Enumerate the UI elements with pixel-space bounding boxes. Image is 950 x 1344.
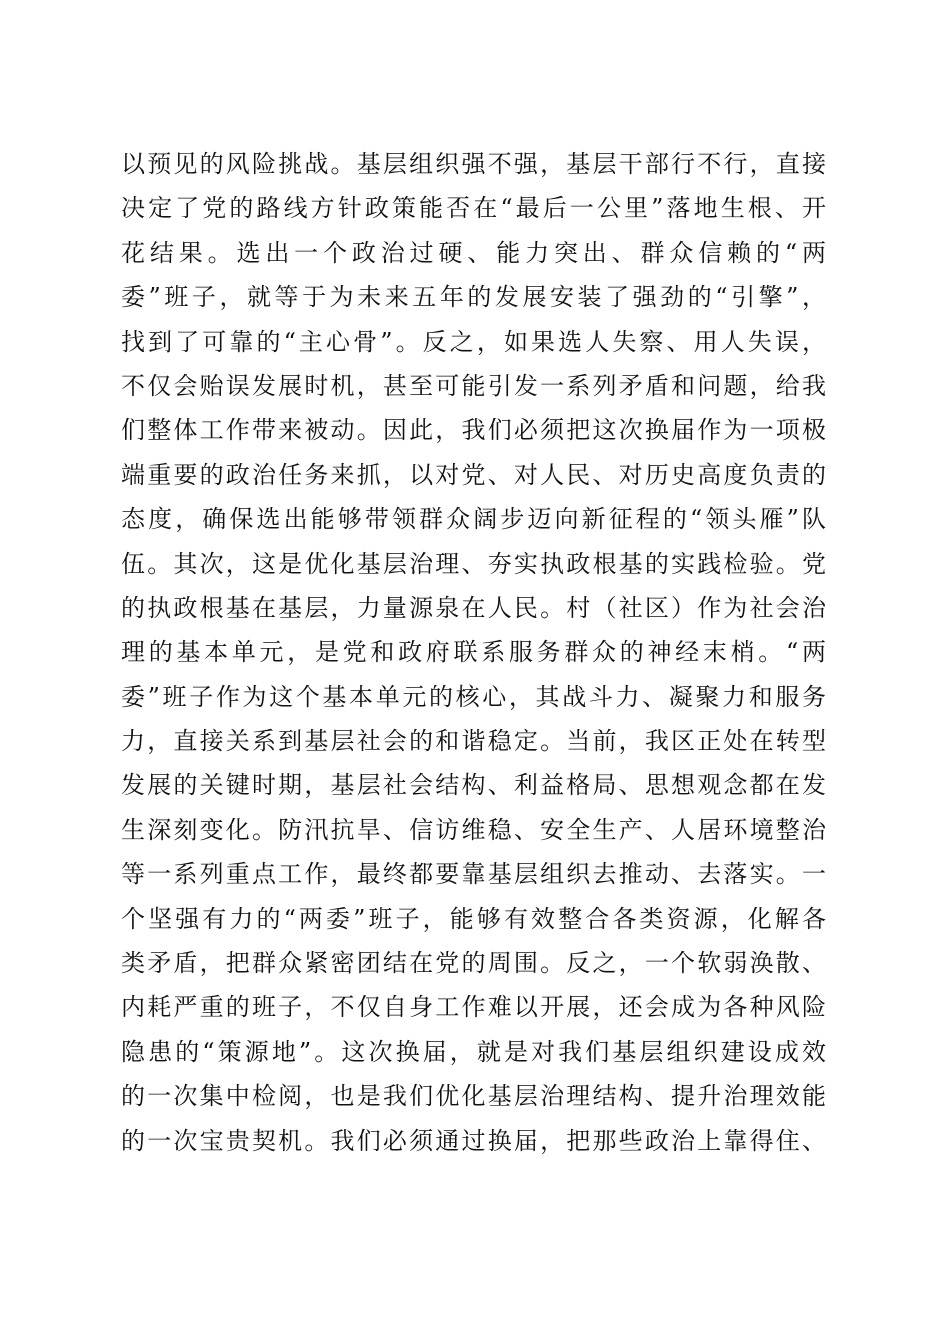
text-line: 们整体工作带来被动。因此，我们必须把这次换届作为一项极	[121, 416, 826, 445]
text-line: 态度，确保选出能够带领群众阔步迈向新征程的“领头雁”队	[121, 505, 826, 534]
text-line: 的一次宝贵契机。我们必须通过换届，把那些政治上靠得住、	[121, 1126, 826, 1155]
text-line: 决定了党的路线方针政策能否在“最后一公里”落地生根、开	[121, 194, 826, 223]
text-line: 隐患的“策源地”。这次换届，就是对我们基层组织建设成效	[121, 1037, 826, 1066]
text-line: 委”班子作为这个基本单元的核心，其战斗力、凝聚力和服务	[121, 682, 826, 711]
text-line: 委”班子，就等于为未来五年的发展安装了强劲的“引擎”，	[121, 283, 826, 312]
text-line: 生深刻变化。防汛抗旱、信访维稳、安全生产、人居环境整治	[121, 815, 826, 844]
text-line: 端重要的政治任务来抓，以对党、对人民、对历史高度负责的	[121, 460, 826, 489]
text-line: 力，直接关系到基层社会的和谐稳定。当前，我区正处在转型	[121, 727, 826, 756]
text-line: 发展的关键时期，基层社会结构、利益格局、思想观念都在发	[121, 771, 826, 800]
text-line: 以预见的风险挑战。基层组织强不强，基层干部行不行，直接	[121, 150, 826, 178]
text-line: 的一次集中检阅，也是我们优化基层治理结构、提升治理效能	[121, 1082, 826, 1111]
text-line: 理的基本单元，是党和政府联系服务群众的神经末梢。“两	[121, 638, 826, 667]
text-line: 不仅会贻误发展时机，甚至可能引发一系列矛盾和问题，给我	[121, 371, 826, 400]
text-line: 类矛盾，把群众紧密团结在党的周围。反之，一个软弱涣散、	[121, 949, 826, 978]
text-line: 内耗严重的班子，不仅自身工作难以开展，还会成为各种风险	[121, 993, 826, 1022]
text-line: 花结果。选出一个政治过硬、能力突出、群众信赖的“两	[121, 238, 826, 267]
text-line: 伍。其次，这是优化基层治理、夯实执政根基的实践检验。党	[121, 549, 826, 578]
text-line: 的执政根基在基层，力量源泉在人民。村（社区）作为社会治	[121, 593, 826, 622]
text-line: 等一系列重点工作，最终都要靠基层组织去推动、去落实。一	[121, 860, 826, 889]
body-paragraph	[121, 142, 826, 1163]
text-line: 个坚强有力的“两委”班子，能够有效整合各类资源，化解各	[121, 904, 826, 933]
text-line: 找到了可靠的“主心骨”。反之，如果选人失察、用人失误，	[121, 327, 826, 356]
